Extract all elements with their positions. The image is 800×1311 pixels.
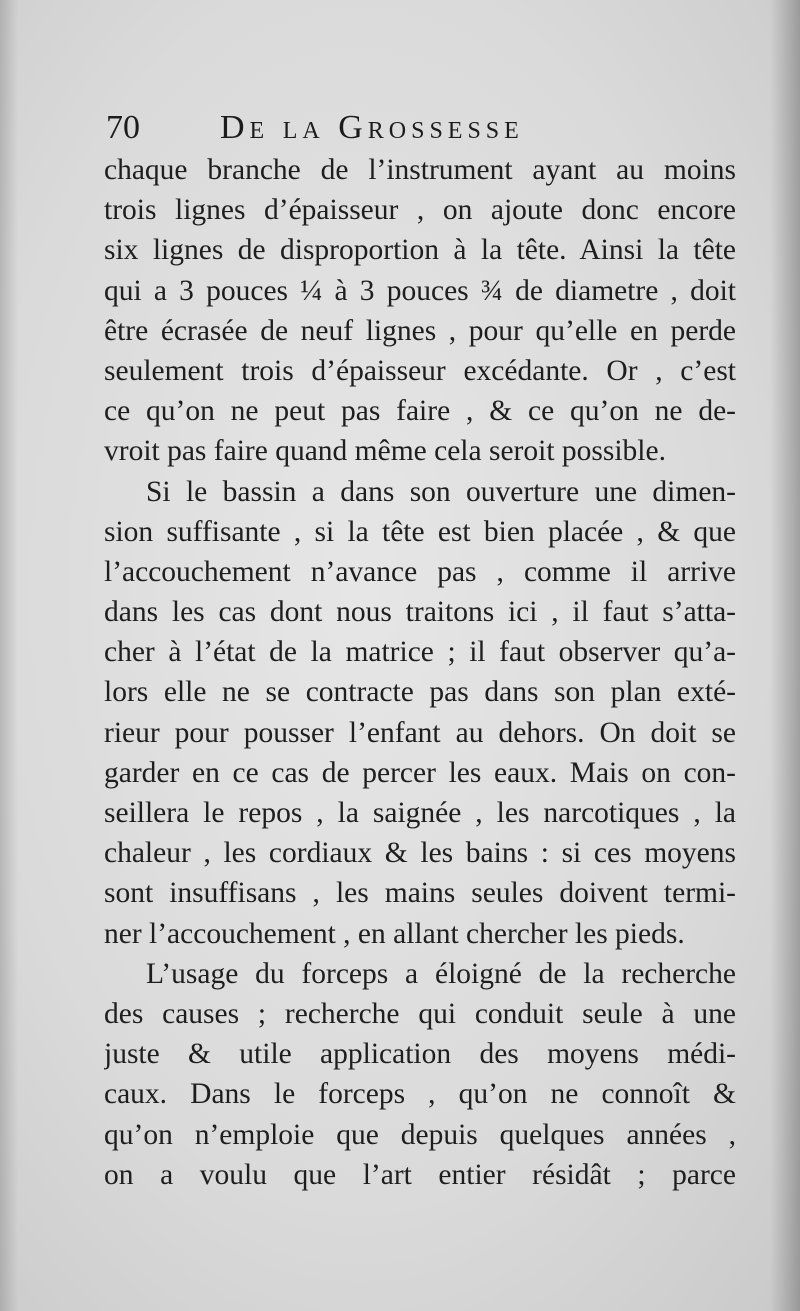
text-line: ner l’accouchement , en allant chercher les pieds. [104, 917, 685, 950]
text-line: vroit pas faire quand même cela seroit possible. [104, 435, 666, 468]
text-line: lors elle ne se contracte pas dans son plan exté- [104, 676, 736, 709]
text-line: cher à l’état de la matrice ; il faut observer qu’a- [104, 636, 736, 669]
text-line: on a voulu que l’art entier résidât ; parce [104, 1158, 736, 1191]
text-line: dans les cas dont nous traitons ici , il faut s’atta- [104, 596, 736, 629]
text-line: être écrasée de neuf lignes , pour qu’elle en perde [104, 314, 736, 347]
text-line: seulement trois d’épaisseur excédante. Or , c’est [104, 354, 736, 387]
text-line: seillera le repos , la saignée , les narcotiques , la [104, 797, 736, 829]
text-line: caux. Dans le forceps , qu’on ne connoît & [104, 1078, 736, 1111]
text-line: sion suffisante , si la tête est bien placée , & que [104, 515, 736, 548]
page-number: 70 [106, 109, 140, 146]
text-line: des causes ; recherche qui conduit seule à une [104, 997, 736, 1030]
text-line: chaque branche de l’instrument ayant au moins [104, 154, 736, 186]
text-line: chaleur , les cordiaux & les bains : si ces moyens [104, 837, 736, 870]
text-line: l’accouchement n’avance pas , comme il arrive [104, 555, 736, 588]
text-line: trois lignes d’épaisseur , on ajoute donc encore [104, 194, 736, 227]
text-line: Si le bassin a dans son ouverture une dimen- [146, 475, 736, 508]
text-line: juste & utile application des moyens médi- [104, 1038, 736, 1071]
page-edge-shadow [770, 0, 800, 1311]
text-line: rieur pour pousser l’enfant au dehors. On doit se [104, 716, 736, 749]
body-text [104, 150, 736, 1195]
text-line: ce qu’on ne peut pas faire , & ce qu’on ne de- [104, 395, 736, 428]
text-line: sont insuffisans , les mains seules doivent termi- [104, 877, 736, 910]
text-line: L’usage du forceps a éloigné de la recherche [146, 957, 736, 990]
text-line: six lignes de disproportion à la tête. Ainsi la tête [104, 234, 736, 267]
page-header [106, 108, 686, 148]
text-line: garder en ce cas de percer les eaux. Mais on con- [104, 756, 736, 789]
text-line: qui a 3 pouces ¼ à 3 pouces ¾ de diametre , doit [104, 274, 736, 307]
page-gutter-shadow [0, 0, 18, 1311]
running-head: De la Grossesse [220, 109, 524, 146]
text-line: qu’on n’emploie que depuis quelques années , [104, 1118, 736, 1151]
